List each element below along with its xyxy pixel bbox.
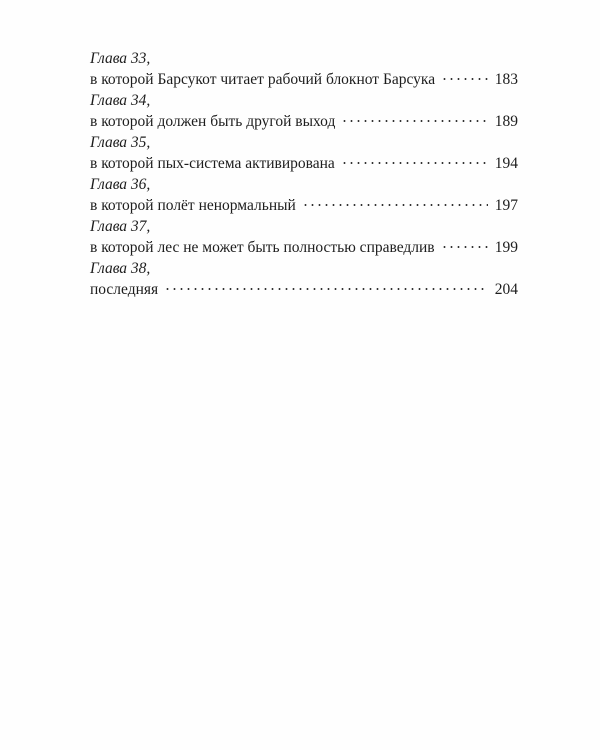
- chapter-heading: Глава 38,: [90, 260, 151, 277]
- page-number: 183: [494, 71, 518, 88]
- dot-leader: [302, 203, 488, 207]
- toc-entry: [90, 132, 518, 174]
- dot-leader: [441, 245, 488, 249]
- chapter-line: [90, 237, 518, 258]
- chapter-heading: Глава 33,: [90, 50, 151, 67]
- page-number: 189: [494, 113, 518, 130]
- page-number: 197: [494, 197, 518, 214]
- toc-entry: [90, 258, 518, 300]
- chapter-line: [90, 111, 518, 132]
- chapter-line: [90, 153, 518, 174]
- chapter-line: [90, 279, 518, 300]
- chapter-line: [90, 69, 518, 90]
- chapter-line: [90, 195, 518, 216]
- page-number: 204: [494, 281, 518, 298]
- dot-leader: [164, 287, 488, 291]
- table-of-contents: [90, 48, 518, 300]
- dot-leader: [341, 119, 488, 123]
- chapter-heading: Глава 37,: [90, 218, 151, 235]
- chapter-subtitle: в которой Барсукот читает рабочий блокнот Барсука: [90, 71, 436, 88]
- toc-entry: [90, 90, 518, 132]
- page-number: 199: [494, 239, 518, 256]
- chapter-subtitle: в которой полёт ненормальный: [90, 197, 296, 214]
- chapter-heading: Глава 35,: [90, 134, 151, 151]
- dot-leader: [441, 77, 488, 81]
- toc-entry: [90, 48, 518, 90]
- toc-entry: [90, 216, 518, 258]
- dot-leader: [341, 161, 488, 165]
- toc-entry: [90, 174, 518, 216]
- page-number: 194: [494, 155, 518, 172]
- chapter-subtitle: в которой должен быть другой выход: [90, 113, 336, 130]
- chapter-heading: Глава 34,: [90, 92, 151, 109]
- chapter-subtitle: в которой пых-система активирована: [90, 155, 335, 172]
- chapter-subtitle: в которой лес не может быть полностью справедлив: [90, 239, 435, 256]
- chapter-heading: Глава 36,: [90, 176, 151, 193]
- chapter-subtitle: последняя: [90, 281, 159, 298]
